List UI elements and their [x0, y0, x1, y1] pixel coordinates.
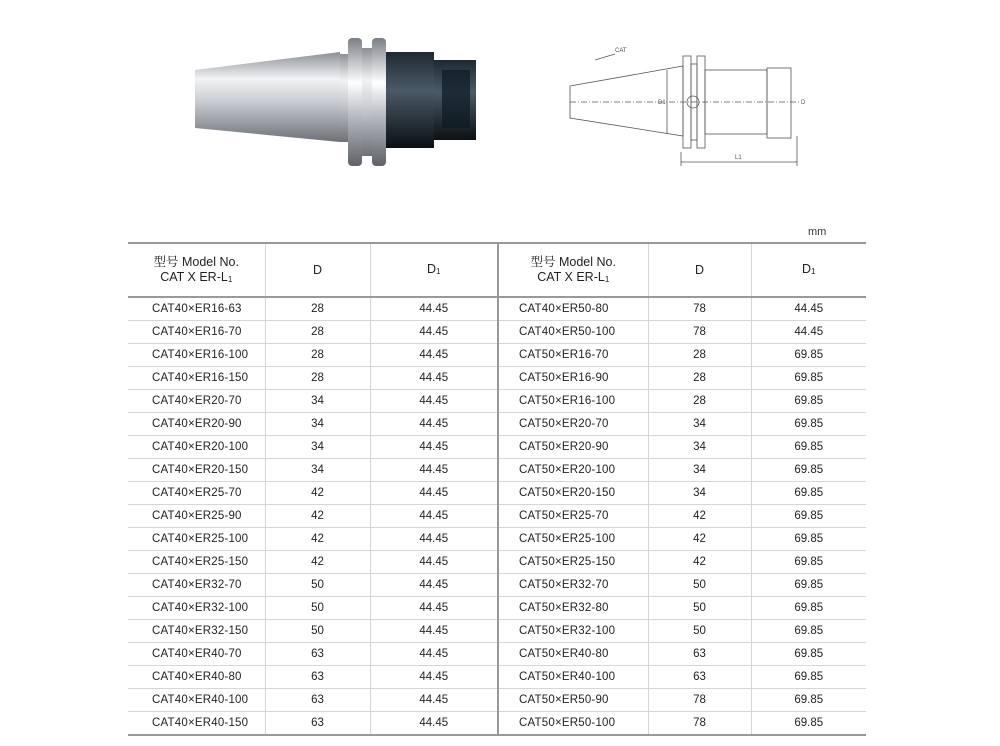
cell-model: CAT40×ER20-100 — [128, 436, 265, 459]
cell-d: 28 — [265, 297, 370, 321]
cell-model: CAT40×ER40-100 — [128, 689, 265, 712]
cell-model: CAT40×ER20-150 — [128, 459, 265, 482]
table-row — [128, 574, 866, 597]
cell-d1: 44.45 — [370, 689, 498, 712]
cell-d: 34 — [648, 482, 751, 505]
cell-d: 63 — [265, 666, 370, 689]
cell-model: CAT50×ER50-90 — [498, 689, 648, 712]
cell-d: 42 — [265, 528, 370, 551]
cell-d: 63 — [265, 689, 370, 712]
cell-d1: 69.85 — [751, 344, 866, 367]
cell-d1: 69.85 — [751, 459, 866, 482]
cell-model: CAT40×ER32-70 — [128, 574, 265, 597]
cell-d1: 69.85 — [751, 551, 866, 574]
spec-table-wrap — [128, 242, 866, 736]
cell-d1: 44.45 — [370, 643, 498, 666]
cell-model: CAT40×ER40-150 — [128, 712, 265, 736]
header-model-line1: 型号 Model No. — [530, 254, 616, 269]
cell-d: 78 — [648, 689, 751, 712]
cell-d1: 69.85 — [751, 436, 866, 459]
cell-d1: 44.45 — [370, 528, 498, 551]
cell-model: CAT40×ER25-150 — [128, 551, 265, 574]
table-row — [128, 643, 866, 666]
cell-d1: 44.45 — [370, 344, 498, 367]
spec-table — [128, 242, 866, 736]
cell-d: 42 — [265, 551, 370, 574]
tool-holder-photo — [190, 30, 490, 175]
cell-model: CAT50×ER20-90 — [498, 436, 648, 459]
table-row — [128, 413, 866, 436]
cell-d: 28 — [265, 367, 370, 390]
cell-d1: 44.45 — [370, 551, 498, 574]
table-row — [128, 551, 866, 574]
cell-model: CAT40×ER40-80 — [128, 666, 265, 689]
cell-d: 63 — [648, 643, 751, 666]
cell-d1: 69.85 — [751, 574, 866, 597]
cell-model: CAT40×ER25-90 — [128, 505, 265, 528]
cell-d: 34 — [265, 436, 370, 459]
cell-d: 42 — [648, 551, 751, 574]
cell-d: 28 — [648, 367, 751, 390]
header-d: D — [648, 243, 751, 297]
cell-model: CAT50×ER20-70 — [498, 413, 648, 436]
cell-d1: 69.85 — [751, 643, 866, 666]
cell-d: 78 — [648, 321, 751, 344]
table-row — [128, 597, 866, 620]
header-model-sub: 1 — [227, 274, 233, 284]
header-model-line2: CAT X ER-L — [537, 269, 605, 284]
cell-d1: 69.85 — [751, 413, 866, 436]
cell-d1: 69.85 — [751, 620, 866, 643]
cell-model: CAT40×ER20-90 — [128, 413, 265, 436]
cell-d1: 69.85 — [751, 597, 866, 620]
cell-model: CAT50×ER20-150 — [498, 482, 648, 505]
cell-d1: 44.45 — [370, 505, 498, 528]
table-row — [128, 528, 866, 551]
cell-d1: 69.85 — [751, 528, 866, 551]
cell-model: CAT50×ER16-90 — [498, 367, 648, 390]
cell-d1: 44.45 — [370, 597, 498, 620]
cell-d1: 44.45 — [370, 712, 498, 736]
cell-model: CAT50×ER32-80 — [498, 597, 648, 620]
cell-d: 28 — [648, 390, 751, 413]
cell-d: 34 — [265, 459, 370, 482]
drawing-label-cat: CAT — [615, 48, 627, 54]
cell-d: 50 — [648, 620, 751, 643]
table-row — [128, 344, 866, 367]
table-header-row — [128, 243, 866, 297]
cell-model: CAT50×ER32-100 — [498, 620, 648, 643]
table-row — [128, 436, 866, 459]
cell-model: CAT40×ER25-70 — [128, 482, 265, 505]
cell-d: 28 — [265, 344, 370, 367]
cell-model: CAT50×ER50-100 — [498, 712, 648, 736]
cell-d: 34 — [648, 436, 751, 459]
table-row — [128, 321, 866, 344]
cell-d1: 69.85 — [751, 712, 866, 736]
table-row — [128, 482, 866, 505]
cell-d1: 44.45 — [370, 390, 498, 413]
table-row — [128, 390, 866, 413]
cell-d1: 44.45 — [370, 666, 498, 689]
cell-d1: 69.85 — [751, 505, 866, 528]
cell-d: 78 — [648, 297, 751, 321]
cell-d: 78 — [648, 712, 751, 736]
cell-d1: 44.45 — [370, 620, 498, 643]
cell-model: CAT40×ER16-100 — [128, 344, 265, 367]
cell-d: 34 — [265, 390, 370, 413]
cell-model: CAT50×ER40-80 — [498, 643, 648, 666]
cell-d1: 69.85 — [751, 367, 866, 390]
cell-d: 28 — [265, 321, 370, 344]
cell-model: CAT50×ER25-70 — [498, 505, 648, 528]
cell-d: 50 — [648, 597, 751, 620]
cell-model: CAT50×ER16-100 — [498, 390, 648, 413]
table-row — [128, 666, 866, 689]
cell-d: 28 — [648, 344, 751, 367]
header-d: D — [265, 243, 370, 297]
cell-d: 50 — [265, 597, 370, 620]
header-model-line2: CAT X ER-L — [160, 269, 228, 284]
header-model-sub: 1 — [604, 274, 610, 284]
cell-d1: 44.45 — [751, 297, 866, 321]
header-model-line1: 型号 Model No. — [153, 254, 239, 269]
cell-d1: 44.45 — [370, 321, 498, 344]
header-d1: $D_1$ — [370, 243, 498, 297]
cell-d1: 69.85 — [751, 390, 866, 413]
cell-d: 63 — [265, 643, 370, 666]
cell-model: CAT40×ER25-100 — [128, 528, 265, 551]
header-model — [128, 243, 265, 297]
cell-d: 34 — [648, 459, 751, 482]
technical-drawing — [565, 40, 825, 170]
cell-d1: 44.45 — [370, 574, 498, 597]
cell-d: 63 — [648, 666, 751, 689]
cell-model: CAT50×ER40-100 — [498, 666, 648, 689]
cell-model: CAT50×ER20-100 — [498, 459, 648, 482]
table-row — [128, 689, 866, 712]
cell-d: 42 — [265, 482, 370, 505]
cell-d: 50 — [265, 620, 370, 643]
cell-model: CAT40×ER16-70 — [128, 321, 265, 344]
cell-d: 34 — [648, 413, 751, 436]
cell-model: CAT40×ER40-70 — [128, 643, 265, 666]
table-row — [128, 712, 866, 736]
cell-model: CAT50×ER16-70 — [498, 344, 648, 367]
cell-model: CAT40×ER50-80 — [498, 297, 648, 321]
cell-d1: 69.85 — [751, 689, 866, 712]
cell-d: 50 — [265, 574, 370, 597]
table-row — [128, 367, 866, 390]
cell-model: CAT40×ER20-70 — [128, 390, 265, 413]
cell-d: 50 — [648, 574, 751, 597]
cell-d1: 44.45 — [370, 413, 498, 436]
cell-d1: 44.45 — [370, 297, 498, 321]
table-row — [128, 505, 866, 528]
cell-d: 42 — [648, 505, 751, 528]
table-row — [128, 297, 866, 321]
cell-d1: 44.45 — [370, 482, 498, 505]
header-model — [498, 243, 648, 297]
table-row — [128, 620, 866, 643]
cell-d: 42 — [265, 505, 370, 528]
table-row — [128, 459, 866, 482]
cell-d1: 44.45 — [370, 367, 498, 390]
table-body — [128, 297, 866, 735]
drawing-label-d: D — [801, 100, 806, 106]
cell-model: CAT50×ER25-150 — [498, 551, 648, 574]
cell-d1: 69.85 — [751, 482, 866, 505]
header-d1: $D_1$ — [751, 243, 866, 297]
cell-d: 42 — [648, 528, 751, 551]
cell-model: CAT40×ER50-100 — [498, 321, 648, 344]
cell-model: CAT50×ER32-70 — [498, 574, 648, 597]
cell-model: CAT40×ER32-100 — [128, 597, 265, 620]
unit-label: mm — [808, 226, 827, 238]
cell-d1: 44.45 — [370, 459, 498, 482]
cell-model: CAT40×ER16-63 — [128, 297, 265, 321]
cell-d1: 69.85 — [751, 666, 866, 689]
cell-d1: 44.45 — [751, 321, 866, 344]
cell-d: 63 — [265, 712, 370, 736]
cell-d1: 44.45 — [370, 436, 498, 459]
cell-model: CAT40×ER16-150 — [128, 367, 265, 390]
cell-model: CAT50×ER25-100 — [498, 528, 648, 551]
drawing-label-l1: L1 — [735, 155, 742, 161]
drawing-label-d1: D1 — [658, 100, 666, 106]
cell-model: CAT40×ER32-150 — [128, 620, 265, 643]
cell-d: 34 — [265, 413, 370, 436]
